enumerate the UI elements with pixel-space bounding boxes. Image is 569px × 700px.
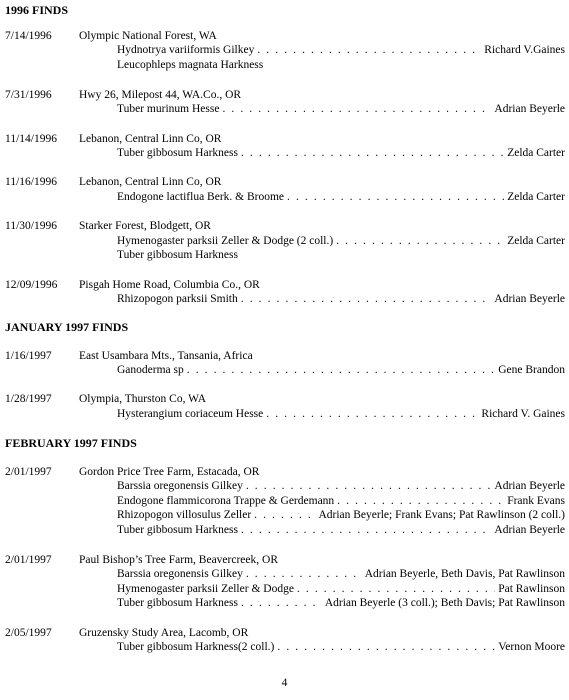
species-name: Hysterangium coriaceum Hesse [117, 408, 264, 420]
find-line [117, 641, 565, 653]
leader-dots [257, 44, 481, 56]
leader-dots [187, 364, 496, 376]
section-heading-1996: 1996 FINDS [5, 3, 69, 17]
find-line [117, 103, 565, 115]
find-line [117, 44, 565, 56]
find-line [117, 597, 565, 609]
entry-date: 12/09/1996 [5, 279, 58, 291]
finder-name: Adrian Beyerle (3 coll.); Beth Davis; Pat Rawlinson [324, 597, 565, 609]
leader-dots [297, 583, 495, 595]
entry-location: Starker Forest, Blodgett, OR [79, 220, 211, 232]
section-heading-january-1997: JANUARY 1997 FINDS [5, 320, 129, 334]
find-line [117, 480, 565, 492]
page-number: 4 [281, 677, 288, 689]
species-name: Rhizopogon villosulus Zeller [117, 509, 252, 521]
finder-name: Gene Brandon [498, 364, 565, 376]
entry-date: 11/16/1996 [5, 176, 57, 188]
leader-dots [287, 191, 504, 203]
entry-location: Olympic National Forest, WA [79, 30, 217, 42]
species-name: Ganoderma sp [117, 364, 184, 376]
finder-name: Vernon Moore [498, 641, 565, 653]
entry-location: Olympia, Thurston Co, WA [79, 393, 207, 405]
entry-date: 2/01/1997 [5, 554, 52, 566]
species-name: Hymenogaster parksii Zeller & Dodge (2 coll.) [117, 235, 334, 247]
leader-dots [246, 568, 362, 580]
species-name: Barssia oregonensis Gilkey [117, 480, 243, 492]
entry-location: Paul Bishop’s Tree Farm, Beavercreek, OR [79, 554, 278, 566]
species-name: Barssia oregonensis Gilkey [117, 568, 243, 580]
find-line [117, 235, 565, 247]
entry-date: 1/28/1997 [5, 393, 52, 405]
section-heading-february-1997: FEBRUARY 1997 FINDS [5, 436, 137, 450]
finder-name: Adrian Beyerle [494, 293, 565, 305]
entry-location: Lebanon, Central Linn Co, OR [79, 176, 222, 188]
find-line [117, 495, 565, 507]
species-name: Tuber gibbosum Harkness [117, 597, 238, 609]
species-name: Leucophleps magnata Harkness [117, 59, 264, 71]
finder-name: Zelda Carter [507, 235, 565, 247]
find-line [117, 147, 565, 159]
find-line [117, 293, 565, 305]
entry-location: Gordon Price Tree Farm, Estacada, OR [79, 466, 260, 478]
find-line [117, 408, 565, 420]
find-line [117, 568, 565, 580]
species-name: Tuber gibbosum Harkness(2 coll.) [117, 641, 275, 653]
finder-name: Adrian Beyerle [494, 103, 565, 115]
leader-dots [277, 641, 495, 653]
find-line [117, 509, 565, 521]
entry-date: 11/30/1996 [5, 220, 57, 232]
finder-name: Adrian Beyerle [494, 524, 565, 536]
finder-name: Frank Evans [507, 495, 565, 507]
species-name: Tuber murinum Hesse [117, 103, 220, 115]
finder-name: Richard V. Gaines [481, 408, 565, 420]
leader-dots [254, 509, 315, 521]
finder-name: Zelda Carter [507, 191, 565, 203]
finder-name: Adrian Beyerle [494, 480, 565, 492]
leader-dots [337, 495, 504, 507]
leader-dots [241, 293, 492, 305]
species-name: Endogone lactiflua Berk. & Broome [117, 191, 285, 203]
find-line [117, 249, 565, 261]
entry-location: Gruzensky Study Area, Lacomb, OR [79, 627, 249, 639]
entry-date: 1/16/1997 [5, 350, 52, 362]
leader-dots [241, 597, 322, 609]
entry-date: 7/31/1996 [5, 89, 52, 101]
entry-date: 2/01/1997 [5, 466, 52, 478]
leader-dots [246, 480, 492, 492]
finder-name: Adrian Beyerle, Beth Davis, Pat Rawlinson [364, 568, 565, 580]
leader-dots [222, 103, 491, 115]
entry-location: Pisgah Home Road, Columbia Co., OR [79, 279, 260, 291]
finder-name: Richard V.Gaines [484, 44, 565, 56]
entry-date: 11/14/1996 [5, 133, 57, 145]
species-name: Hydnotrya variiformis Gilkey [117, 44, 255, 56]
find-line [117, 524, 565, 536]
finder-name: Zelda Carter [507, 147, 565, 159]
finder-name: Pat Rawlinson [498, 583, 565, 595]
leader-dots [241, 524, 491, 536]
species-name: Tuber gibbosum Harkness [117, 249, 238, 261]
find-line [117, 583, 565, 595]
find-line [117, 364, 565, 376]
leader-dots [336, 235, 504, 247]
entry-location: East Usambara Mts., Tansania, Africa [79, 350, 253, 362]
find-line [117, 59, 565, 71]
species-name: Hymenogaster parksii Zeller & Dodge [117, 583, 294, 595]
entry-date: 7/14/1996 [5, 30, 52, 42]
species-name: Tuber gibbosum Harkness [117, 524, 238, 536]
find-line [117, 191, 565, 203]
species-name: Rhizopogon parksii Smith [117, 293, 238, 305]
entry-location: Lebanon, Central Linn Co, OR [79, 133, 222, 145]
leader-dots [266, 408, 478, 420]
species-name: Tuber gibbosum Harkness [117, 147, 238, 159]
finder-name: Adrian Beyerle; Frank Evans; Pat Rawlinson (2 coll.) [318, 509, 565, 521]
entry-date: 2/05/1997 [5, 627, 52, 639]
entry-location: Hwy 26, Milepost 44, WA.Co., OR [79, 89, 242, 101]
species-name: Endogone flammicorona Trappe & Gerdemann [117, 495, 335, 507]
leader-dots [241, 147, 504, 159]
